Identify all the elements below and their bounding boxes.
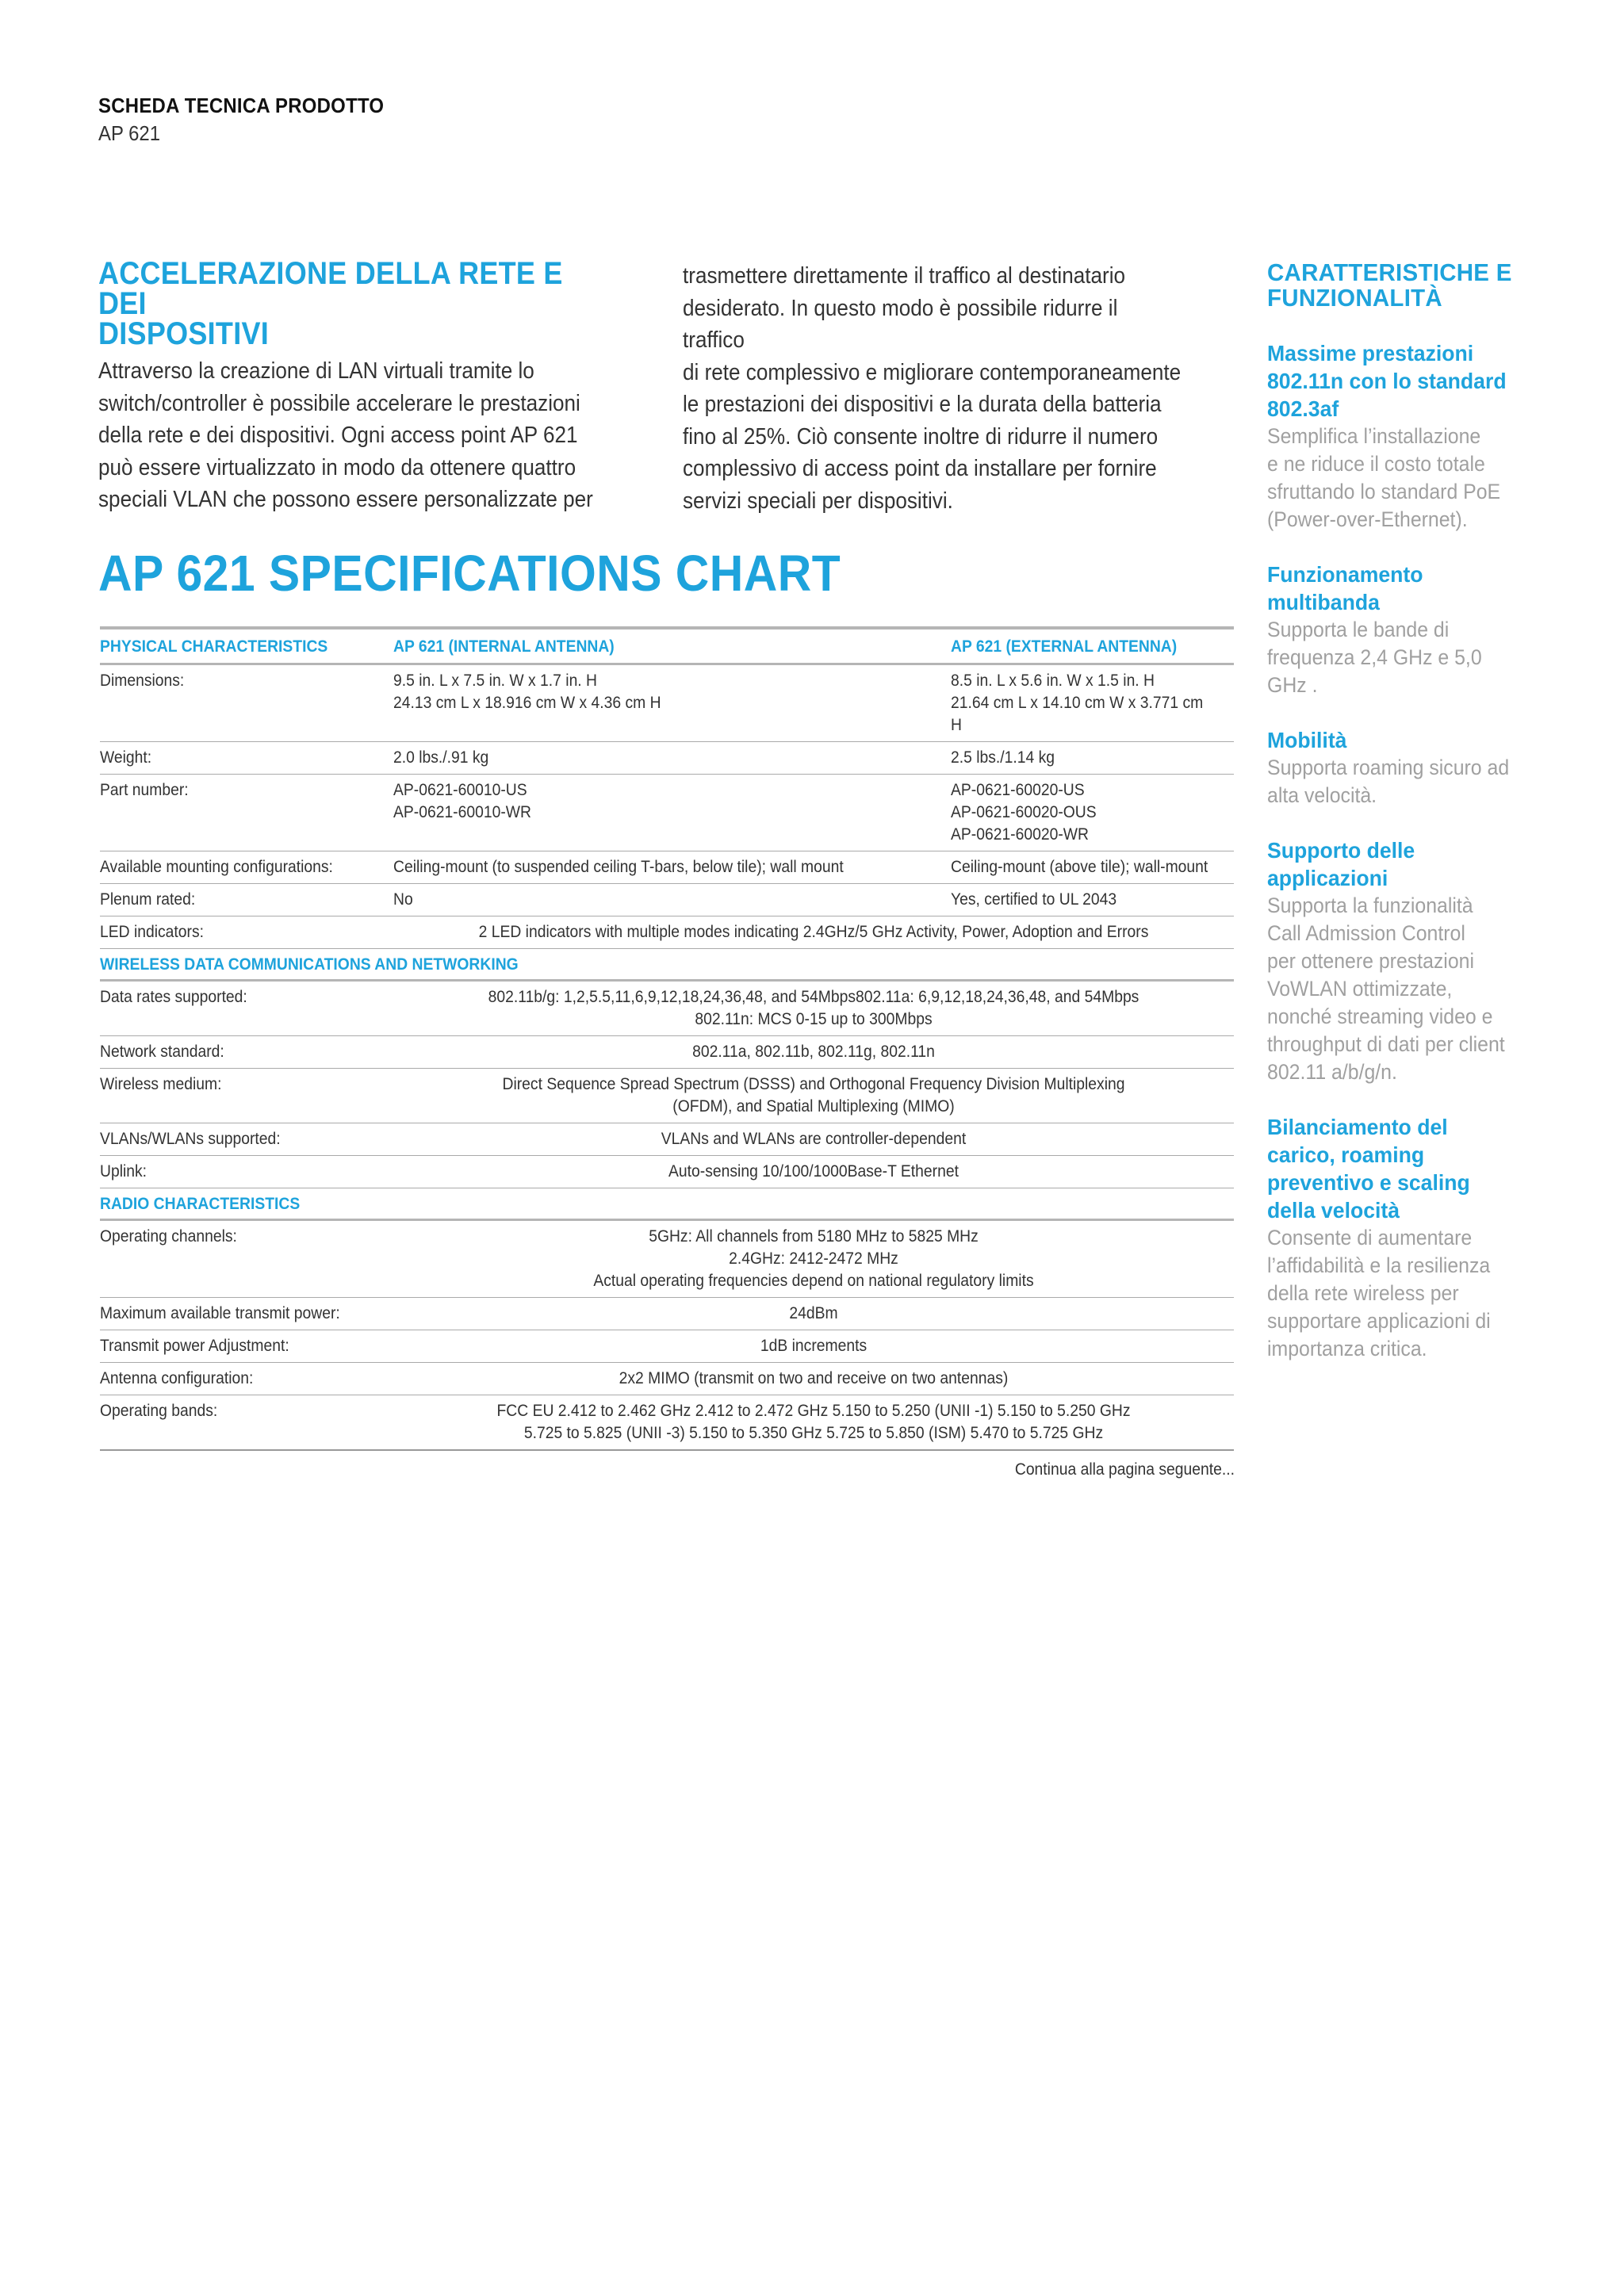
row-label: Operating channels:: [100, 1220, 393, 1298]
row-label: Antenna configuration:: [100, 1363, 393, 1395]
row-value: 1dB increments: [393, 1330, 1234, 1363]
feature-description: Supporta la funzionalità Call Admission Control per ottenere prestazioni VoWLAN ottimizzate, nonché streaming video e throughput di dati per client 802.11 a/b/g/n.: [1267, 894, 1505, 1084]
external-value: Yes, certified to UL 2043: [951, 884, 1234, 916]
table-row: [100, 1036, 1234, 1069]
feature-description: Supporta roaming sicuro ad alta velocità.: [1267, 756, 1510, 807]
sidebar-heading: CARATTERISTICHE E FUNZIONALITÀ: [1267, 258, 1512, 312]
row-value: Auto-sensing 10/100/1000Base-T Ethernet: [393, 1156, 1234, 1188]
internal-value: AP-0621-60010-US AP-0621-60010-WR: [393, 775, 951, 851]
intro-left-column: [98, 258, 598, 516]
internal-value: 9.5 in. L x 7.5 in. W x 1.7 in. H 24.13 cm L x 18.916 cm W x 4.36 cm H: [393, 664, 951, 742]
intro-heading: ACCELERAZIONE DELLA RETE E DEI DISPOSITIVI: [98, 256, 563, 351]
row-value: FCC EU 2.412 to 2.462 GHz 2.412 to 2.472 GHz 5.150 to 5.250 (UNII -1) 5.150 to 5.250 GHz 5.725 to 5.825 (UNII -3) 5.150 to 5.350 GHz 5.725 to 5.850 (ISM) 5.470 to 5.725 GHz: [393, 1395, 1234, 1451]
table-row: [100, 775, 1234, 851]
feature-title: Funzionamento multibanda: [1267, 562, 1423, 614]
external-value: 8.5 in. L x 5.6 in. W x 1.5 in. H 21.64 cm L x 14.10 cm W x 3.771 cm H: [951, 664, 1234, 742]
section-heading-row: [100, 949, 1234, 981]
row-value: 5GHz: All channels from 5180 MHz to 5825 MHz 2.4GHz: 2412-2472 MHz Actual operating frequencies depend on national regulatory limits: [393, 1220, 1234, 1298]
table-row: [100, 1220, 1234, 1298]
table-row: [100, 884, 1234, 916]
column-header: PHYSICAL CHARACTERISTICS: [100, 628, 393, 664]
feature-description: Semplifica l’installazione e ne riduce il costo totale sfruttando lo standard PoE (Power-over-Ethernet).: [1267, 424, 1501, 531]
table-row: [100, 1156, 1234, 1188]
feature-title: Bilanciamento del carico, roaming preventivo e scaling della velocità: [1267, 1115, 1470, 1223]
intro-right-column: [683, 260, 1182, 517]
table-row: [100, 1330, 1234, 1363]
table-row: [100, 742, 1234, 775]
intro-right-paragraph: trasmettere direttamente il traffico al destinatario desiderato. In questo modo è possibile ridurre il traffico di rete complessivo e migliorare contemporaneamente le prestazioni dei dispositivi e la durata della batteria fino al 25%. Ciò consente inoltre di ridurre il numero complessivo di access point da installare per fornire servizi speciali per dispositivi.: [683, 263, 1182, 514]
external-value: Ceiling-mount (above tile); wall-mount: [951, 851, 1234, 884]
row-label: Plenum rated:: [100, 884, 393, 916]
feature-item: [1267, 561, 1533, 699]
table-row: [100, 1395, 1234, 1451]
table-row: [100, 916, 1234, 949]
row-value: 2 LED indicators with multiple modes indicating 2.4GHz/5 GHz Activity, Power, Adoption and Errors: [393, 916, 1234, 949]
spec-table: [100, 626, 1234, 1451]
continue-note: Continua alla pagina seguente...: [1014, 1460, 1235, 1479]
feature-item: [1267, 339, 1533, 534]
section-heading: RADIO CHARACTERISTICS: [100, 1188, 1234, 1220]
document-header: [98, 94, 409, 146]
features-sidebar: [1267, 260, 1533, 1390]
table-row: [100, 851, 1234, 884]
row-value: 802.11b/g: 1,2,5.5,11,6,9,12,18,24,36,48, and 54Mbps802.11a: 6,9,12,18,24,36,48, and 54Mbps 802.11n: MCS 0-15 up to 300Mbps: [393, 981, 1234, 1036]
internal-value: No: [393, 884, 951, 916]
section-heading-row: [100, 1188, 1234, 1220]
table-row: [100, 1298, 1234, 1330]
table-row: [100, 1123, 1234, 1156]
feature-title: Massime prestazioni 802.11n con lo standard 802.3af: [1267, 341, 1507, 421]
row-value: 802.11a, 802.11b, 802.11g, 802.11n: [393, 1036, 1234, 1069]
row-label: Part number:: [100, 775, 393, 851]
row-label: Maximum available transmit power:: [100, 1298, 393, 1330]
row-label: Network standard:: [100, 1036, 393, 1069]
external-value: 2.5 lbs./1.14 kg: [951, 742, 1234, 775]
row-value: 24dBm: [393, 1298, 1234, 1330]
row-label: VLANs/WLANs supported:: [100, 1123, 393, 1156]
row-label: Transmit power Adjustment:: [100, 1330, 393, 1363]
document-kicker: SCHEDA TECNICA PRODOTTO: [98, 94, 385, 117]
row-label: Uplink:: [100, 1156, 393, 1188]
row-label: Available mounting configurations:: [100, 851, 393, 884]
internal-value: 2.0 lbs./.91 kg: [393, 742, 951, 775]
table-header-row: [100, 628, 1234, 664]
column-header: AP 621 (EXTERNAL ANTENNA): [951, 628, 1234, 664]
feature-title: Mobilità: [1267, 728, 1347, 752]
feature-title: Supporto delle applicazioni: [1267, 838, 1415, 890]
table-row: [100, 981, 1234, 1036]
document-model: AP 621: [98, 121, 161, 145]
internal-value: Ceiling-mount (to suspended ceiling T-bars, below tile); wall mount: [393, 851, 951, 884]
column-header: AP 621 (INTERNAL ANTENNA): [393, 628, 951, 664]
row-label: Weight:: [100, 742, 393, 775]
row-label: Operating bands:: [100, 1395, 393, 1451]
intro-left-paragraph: Attraverso la creazione di LAN virtuali tramite lo switch/controller è possibile accelerare le prestazioni della rete e dei dispositivi. Ogni access point AP 621 può essere virtualizzato in modo da ottenere quattro speciali VLAN che possono essere personalizzate per: [98, 358, 593, 512]
feature-description: Consente di aumentare l’affidabilità e la resilienza della rete wireless per supportare applicazioni di importanza critica.: [1267, 1226, 1491, 1360]
section-heading: WIRELESS DATA COMMUNICATIONS AND NETWORKING: [100, 949, 1234, 981]
feature-item: [1267, 1113, 1533, 1363]
row-value: 2x2 MIMO (transmit on two and receive on two antennas): [393, 1363, 1234, 1395]
feature-description: Supporta le bande di frequenza 2,4 GHz e 5,0 GHz .: [1267, 618, 1482, 697]
spec-chart-title: AP 621 SPECIFICATIONS CHART: [98, 545, 841, 602]
table-row: [100, 1069, 1234, 1123]
external-value: AP-0621-60020-US AP-0621-60020-OUS AP-0621-60020-WR: [951, 775, 1234, 851]
row-label: Wireless medium:: [100, 1069, 393, 1123]
table-row: [100, 1363, 1234, 1395]
feature-item: [1267, 836, 1533, 1086]
row-label: LED indicators:: [100, 916, 393, 949]
row-label: Data rates supported:: [100, 981, 393, 1036]
row-label: Dimensions:: [100, 664, 393, 742]
feature-item: [1267, 726, 1533, 809]
row-value: VLANs and WLANs are controller-dependent: [393, 1123, 1234, 1156]
row-value: Direct Sequence Spread Spectrum (DSSS) and Orthogonal Frequency Division Multiplexing (OFDM), and Spatial Multiplexing (MIMO): [393, 1069, 1234, 1123]
table-row: [100, 664, 1234, 742]
